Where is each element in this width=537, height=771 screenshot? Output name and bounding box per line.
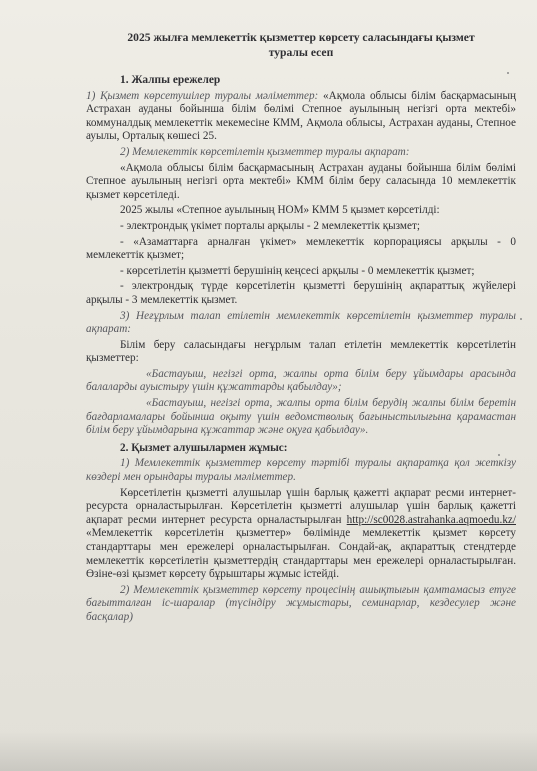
- state-corporation-item: - «Азаматтарға арналған үкімет» мемлекеттік корпорациясы арқылы - 0 мемлекеттік қызмет;: [86, 235, 516, 262]
- demanded-service-2: «Бастауыш, негізгі орта, жалпы орта білім берудің жалпы білім беретін бағдарламалары бойынша оқыту үшін ведомстволық бағыныстылығына қарамастан білім беру ұйымдарына құжаттар жəне оқуға қабылдау».: [86, 397, 516, 437]
- document-title: [86, 30, 516, 60]
- services-info-text: «Ақмола облысы білім басқармасының Астрахан ауданы бойынша білім бөлімі Степное ауылының негізгі орта мектебі» КММ білім беру саласында 10 мемлекеттік қызмет көрсетіледі.: [86, 161, 516, 201]
- demanded-services-text: Білім беру саласындағы неғұрлым талап етілетін мемлекеттік көрсетілетін қызметтер:: [86, 338, 516, 365]
- egov-portal-item: - электрондық үкімет порталы арқылы - 2 мемлекеттік қызмет;: [120, 219, 420, 232]
- scan-speck: [520, 318, 522, 320]
- service-providers-label: 1) Қызмет көрсетушілер туралы мәліметтер:: [86, 89, 319, 102]
- school-website-link[interactable]: http://sc0028.astrahanka.aqmoedu.kz/: [346, 513, 516, 526]
- scan-speck: [498, 454, 500, 456]
- access-sources-label: 1) Мемлекеттік қызметтер көрсету тәртібі туралы ақпаратқа қол жеткізу көздері мен орындары туралы мәліметтер.: [86, 457, 516, 484]
- access-info-text-a: Көрсетілетін қызметті алушылар үшін барлық қажетті ақпарат ресми интернет-ресурста орналастырылған. Көрсетілетін қызметті алушылар үшін барлық қажетті ақпарат ресми интернет ресурста орналастырылған: [86, 486, 516, 526]
- access-info-paragraph: [86, 487, 516, 582]
- access-info-text-b: «Мемлекеттік көрсетілетін қызметтер» бөлімінде мемлекеттік қызмет көрсету стандарттары мен ережелері орналастырылған. Сондай-ақ, ақпараттық стендтерде мемлекеттік көрсетілетін қызметтердің стандарттары мен ережелері орналастырылған. Өзіне-өзі қызмет көрсету бұрыштары жұмыс істейді.: [86, 527, 516, 581]
- service-providers-paragraph: [86, 90, 516, 144]
- service-providers-text: «Ақмола облысы білім басқармасының Астрахан ауданы бойынша білім бөлімі Степное ауылының негізгі орта мектебі» коммуналдық мемлекеттік мекемесіне КММ, Ақмола облысы, Астрахан ауданы, Степное ауылы, Орталық көшесі 25.: [86, 89, 516, 143]
- title-line-2: туралы есеп: [268, 46, 334, 59]
- transparency-measures-label: 2) Мемлекеттік қызметтер көрсету процесінің ашықтығын қамтамасыз етуге бағытталған іс-шаралар (түсіндіру жұмыстары, семинарлар, кездесулер жəне басқалар): [86, 583, 516, 623]
- demanded-service-1: «Бастауыш, негізгі орта, жалпы орта білім беру ұйымдары арасында балаларды ауыстыру үшін құжаттарды қабылдау»;: [86, 367, 516, 394]
- title-line-1: 2025 жылға мемлекеттік қызметтер көрсету саласындағы қызмет: [127, 31, 475, 44]
- demanded-services-label: 3) Неғұрлым талап етілетін мемлекеттік көрсетілетін қызметтер туралы ақпарат:: [86, 309, 516, 336]
- scan-speck: [507, 72, 509, 74]
- office-item: - көрсетілетін қызметті берушінің кеңсесі арқылы - 0 мемлекеттік қызмет;: [120, 264, 475, 277]
- services-info-label: 2) Мемлекеттік көрсетілетін қызметтер туралы ақпарат:: [120, 145, 410, 158]
- information-systems-item: - электрондық түрде көрсетілетін қызметті берушінің ақпараттық жүйелері арқылы - 3 мемлекеттік қызмет.: [86, 280, 516, 306]
- document-body: [86, 30, 516, 627]
- services-2025-text: 2025 жылы «Степное ауылының НОМ» КММ 5 қызмет көрсетілді:: [120, 204, 440, 217]
- section-2-heading: 2. Қызмет алушылармен жұмыс:: [120, 441, 288, 454]
- section-1-heading: 1. Жалпы ережелер: [120, 74, 221, 86]
